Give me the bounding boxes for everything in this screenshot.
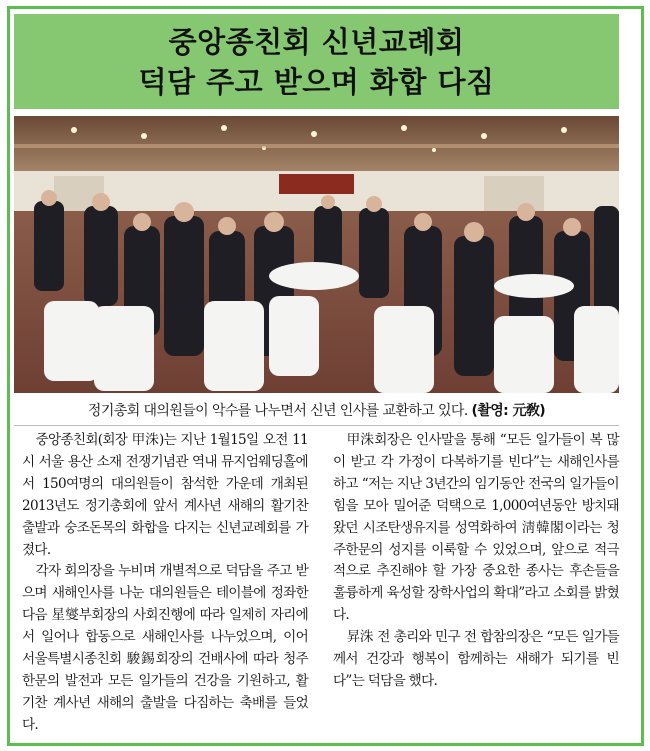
article-paragraph: 昇洙 전 총리와 민구 전 합참의장은 “모든 일가들께서 건강과 행복이 함께하는 새해가 되기를 빈다”는 덕담을 했다. [333,629,619,689]
article-paragraph: 각자 회의장을 누비며 개별적으로 덕담을 주고 받으며 새해인사를 나눈 대의원들은 테이블에 정좌한 다음 星燮부회장의 사회진행에 따라 일제히 자리에서 일어나 합동으로 새해인사를 나누었으며, 이어 서울특별시종친회 駿錫회장의 건배사에 따라 청주한문의 발전과 모든 일가들의 건강을 기원하고, 활기찬 계사년 새해의 출발을 다짐하는 축배를 들었다. [22,563,308,733]
caption-text: 정기총회 대의원들이 악수를 나누면서 신년 인사를 교환하고 있다. [87,403,468,419]
article-right-column [333,430,619,693]
headline-line-1: 중앙종친회 신년교례회 [168,24,465,59]
article-paragraph: 甲洙회장은 인사말을 통해 “모든 일가들이 복 많이 받고 각 가정이 다복하기를 빈다”는 새해인사를 하고 “저는 지난 3년간의 임기동안 전국의 일가들이 힘을 모아 밀어준 덕택으로 1,000여년동안 방치돼왔던 시조탄생유지를 성역화하여 淸韓閣이라는 청주한문의 성지를 이룩할 수 있었으며, 앞으로 적극적으로 추진해야 할 가장 중요한 종사는 후손들을 훌륭하게 육성할 장학사업의 확대”라고 소회를 밝혔다. [333,432,619,624]
photo-caption [14,398,619,424]
caption-divider [14,425,619,426]
article-left-column [22,430,308,737]
caption-credit: (촬영: 元敎) [471,403,546,419]
event-hall-photo-icon [14,116,619,393]
headline-banner [14,14,619,109]
headline-line-2: 덕담 주고 받으며 화합 다짐 [138,64,495,99]
event-photo [14,116,619,393]
article-paragraph: 중앙종친회(회장 甲洙)는 지난 1월15일 오전 11시 서울 용산 소재 전쟁기념관 역내 뮤지엄웨딩홀에서 150여명의 대의원들이 참석한 가운데 개최된 2013년도 정기총회에 앞서 계사년 새해의 활기찬 출발과 숭조돈목의 화합을 다지는 신년교례회를 가졌다. [22,432,308,558]
